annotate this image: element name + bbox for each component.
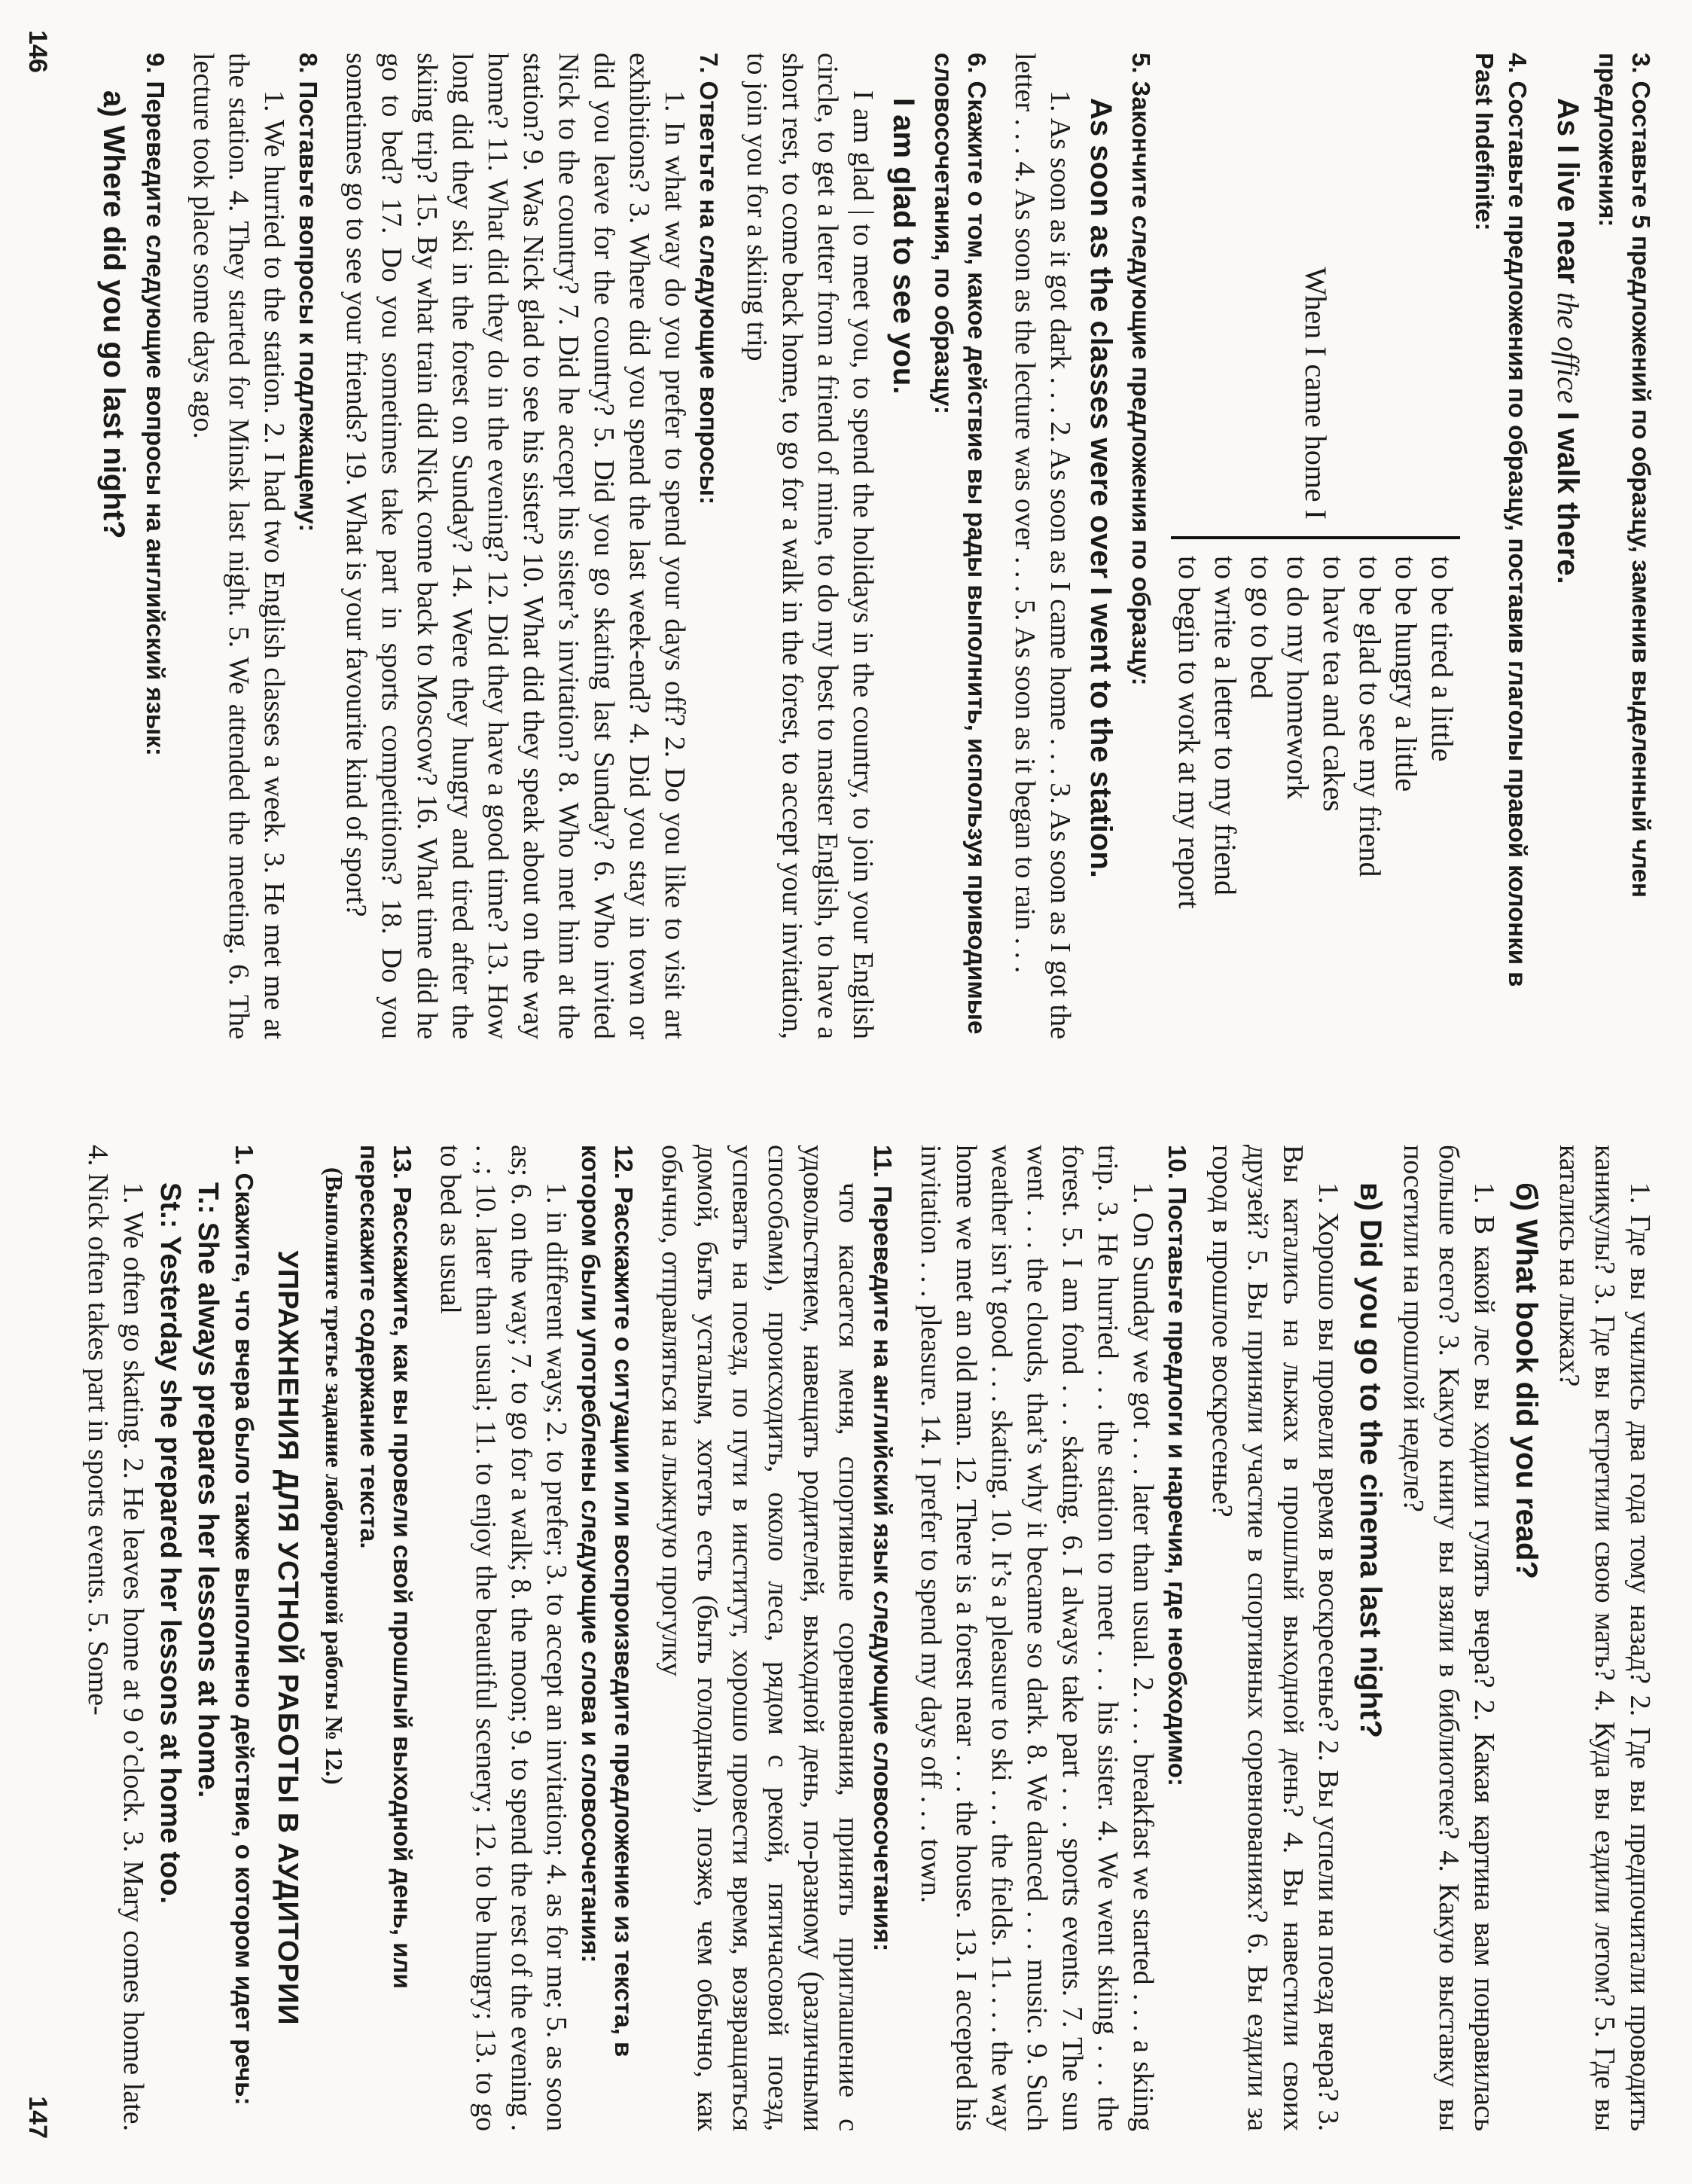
exercise-13: 13.Расскажите, как вы провели свой прошлый выходной день, или перескажите содержание текста. (Выполните третье задание лабораторной работы № 12.) [320,1145,419,2131]
exercise-3 [1547,53,1657,1039]
exercise-body: 1. in different ways; 2. to prefer; 3. to accept an invitation; 4. as for me; 5. as soon as; 6. on the way; 7. to go for a walk; 8. the moon; 9. to spend the rest of the evening . . .; 10. later than usual; 11. to enjoy the beautiful scenery; 12. to be hungry; 13. to go to bed as usual [434,1145,572,2131]
exercise-10: 10.Поставьте предлоги и наречия, где необходимо: 1. On Sunday we got . . . later than usual. 2. . . . breakfast we started . . . a skiing trip. 3. He hurried . . . the station to meet . . . his sister. 4. We went skiing . . . the forest. 5. I am fond . . . skating. 6. I always take part . . . sports events. 7. The sun went . . . the clouds, that’s why it became so dark. 8. We danced . . . music. 9. Such weather isn’t good . . . skating. 10. It’s a pleasure to ski . . . the fields. 11. . . . the way home we met an old man. 12. There is a forest near . . . the house. 13. I accepted his invitation . . . pleasure. 14. I prefer to spend my days off . . . town. [913,1145,1194,2131]
section-title: УПРАЖНЕНИЯ ДЛЯ УСТНОЙ РАБОТЫ В АУДИТОРИИ [272,1250,303,2026]
exercise-1: 1.Скажите, что вчера было также выполнено действие, о котором идет речь: Т.: She always prepares her lessons at home. St.: Yesterday she prepared her lessons at home too. 1. We often go skating. 2. He leaves home at 9 o’clock. 3. Mary comes home late. 4. Nick often takes part in sports events. 5. Some- [80,1145,261,2131]
exercise-8: 8.Поставьте вопросы к подлежащему: 1. We hurried to the station. 2. I had two English classes a week. 3. He met me at the station. 4. They started for Minsk last night. 5. We attended the meeting. 6. The lecture took place some days ago. [185,53,325,1039]
table-row: to write a letter to my friend [1209,556,1242,895]
exercise-9: 9.Переведите следующие вопросы на английский язык: а) Where did you go last night? [93,53,172,1039]
table-right-column [1171,536,1460,909]
table-row: to be tired a little [1425,556,1459,762]
subheading-a: а) Where did you go last night? [97,90,130,539]
exercise-11: 11.Переведите на английский язык следующие словосочетания: что касается меня, спортивные соревнования, принять приглашение с удовольствием, навещать родителей, выходной день, по-разному (различными способами), происходить, около леса, рядом с рекой, пятичасовой поезд, успевать на поезд, по пути в институт, хорошо провести время, возвращаться домой, быть усталым, хотеть есть (быть голодным), позже, чем обычно, как обычно, отправляться на лыжную прогулку [654,1145,899,2131]
table-row: to be hungry a little [1389,556,1423,792]
exercise-body: I am glad | to meet you, to spend the holidays in the country, to join your English circle, to get a letter from a friend of mine, to do my best to master English, to have a short rest, to come back home, to go for a walk in the forest, to accept your invitation, to join you for a skiing trip [741,53,879,1039]
page-number: 147 [23,2096,52,2139]
exercise-body: 1. In what way do you prefer to spend your days off? 2. Do you like to visit art exhibitions? 3. Where did you spend the last week-end? 4. Did you stay in town or did you leave for the country? 5. Did you go skating last Sunday? 6. Who invited Nick to the country? 7. Did he accept his sister’s invitation? 8. Who met him at the station? 9. Was Nick glad to see his sister? 10. What did they speak about on the way home? 11. What did they do in the evening? 12. Did they have a good time? 13. How long did they ski in the forest on Sunday? 14. Were they hungry and tired after the skiing trip? 15. By what train did Nick come back to Moscow? 16. What time did he go to bed? 17. Do you sometimes take part in sports competitions? 18. Do you sometimes go to see your friends? 19. What is your favourite kind of sport? [340,53,691,1039]
teacher-line: Т.: She always prepares her lessons at home. [192,1182,224,1798]
table-left-column: When I came home I [1299,267,1333,520]
exercise-9-b-body: 1. В какой лес вы ходили гулять вчера? 2. Какая картина вам понравилась больше всего? 3. Какую книгу вы взяли в библиотеке? 4. Какую выставку вы посетили на прошлой неделе? [1398,1145,1500,2131]
exercise-6: 6.Скажите о том, какое действие вы рады выполнить, используя приводимые словосочетания, по образцу: I am glad to see you. I am glad | to meet you, to spend the holidays in the country, to join your English circle, to get a letter from a friend of mine, to do my best to master English, to have a short rest, to come back home, to go for a walk in the forest, to accept your invitation, to join you for a skiing trip [739,53,993,1039]
exercise-task: Составьте 5 предложений по образцу, заменив выделенный член предложения: [1594,53,1655,898]
highlighted-member: the office [1551,291,1585,404]
exercise-body: 1. On Sunday we got . . . later than usual. 2. . . . breakfast we started . . . a skiing trip. 3. He hurried . . . the station to meet . . . his sister. 4. We went skiing . . . the forest. 5. I am fond . . . skating. 6. I always take part . . . sports events. 7. The sun went . . . the clouds, that’s why it became so dark. 8. We danced . . . music. 9. Such weather isn’t good . . . skating. 10. It’s a pleasure to ski . . . the fields. 11. . . . the way home we met an old man. 12. There is a forest near . . . the house. 13. I accepted his invitation . . . pleasure. 14. I prefer to spend my days off . . . town. [915,1145,1159,2131]
exercise-9-a-body: 1. Где вы учились два года тому назад? 2. Где вы предпочитали проводить каникулы? 3. Где вы встретили свою мать? 4. Куда вы ездили летом? 5. Где вы катались на лыжах? [1553,1145,1656,2131]
table-row: to do my homework [1281,556,1315,800]
table-row: to be glad to see my friend [1353,556,1387,877]
exercise-7: 7.Ответьте на следующие вопросы: 1. In what way do you prefer to spend your days off? 2. Do you like to visit art exhibitions? 3. Where did you spend the last week-end? 4. Did you stay in town or did you leave for the country? 5. Did you go skating last Sunday? 6. Who invited Nick to the country? 7. Did he accept his sister’s invitation? 8. Who met him at the station? 9. Was Nick glad to see his sister? 10. What did they speak about on the way home? 11. What did they do in the evening? 12. Did they have a good time? 13. How long did they ski in the forest on Sunday? 14. Were they hungry and tired after the skiing trip? 15. By what train did Nick come back to Moscow? 16. What time did he go to bed? 17. Do you sometimes take part in sports competitions? 18. Do you sometimes go to see your friends? 19. What is your favourite kind of sport? [338,53,725,1039]
page-147 [0,1092,1692,2184]
exercise-body: 1. We often go skating. 2. He leaves home at 9 o’clock. 3. Mary comes home late. 4. Nick often takes part in sports events. 5. Some- [82,1145,149,2131]
lab-note: (Выполните третье задание лабораторной работы № 12.) [321,1167,348,1785]
exercise-5: 5.Закончите следующие предложения по образцу: As soon as the classes were over I went to the station. 1. As soon as it got dark . . . 2. As soon as I came home . . . 3. As soon as I got the letter . . . 4. As soon as the lecture was over . . . 5. As soon as it began to rain . . . [1007,53,1157,1039]
model-sentence: I am glad to see you. [887,98,920,395]
table-row: to have tea and cakes [1317,556,1351,812]
subheading-c: в) Did you go to the cinema last night? [1354,1182,1387,1738]
table-row: to begin to work at my report [1172,556,1206,909]
subheading-b: б) What book did you read? [1510,1182,1543,1579]
exercise-9-c-body: 1. Хорошо вы провели время в воскресенье? 2. Вы успели на поезд вчера? 3. Вы катались на лыжах в прошлый выходной день? 4. Вы навестили своих друзей? 5. Вы приняли участие в спортивных соревнованиях? 6. Вы ездили за город в прошлое воскресенье? [1206,1145,1344,2131]
exercise-body: что касается меня, спортивные соревнования, принять приглашение с удовольствием, навещать родителей, выходной день, по-разному (различными способами), происходить, около леса, рядом с рекой, пятичасовой поезд, успевать на поезд, по пути в институт, хорошо провести время, возвращаться домой, быть усталым, хотеть есть (быть голодным), позже, чем обычно, как обычно, отправляться на лыжную прогулку [656,1145,864,2131]
exercise-12: 12.Расскажите о ситуации или воспроизведите предложение из текста, в котором были употреблены следующие слова и словосочетания: 1. in different ways; 2. to prefer; 3. to accept an invitation; 4. as for me; 5. as soon as; 6. on the way; 7. to go for a walk; 8. the moon; 9. to spend the rest of the evening . . .; 10. later than usual; 11. to enjoy the beautiful scenery; 12. to be hungry; 13. to go to bed as usual [432,1145,640,2131]
substitution-table [1171,203,1460,1039]
exercise-4: 4.Составьте предложения по образцу, поставив глаголы правой колонки в Past Indefinite: When I came home I to be tired a little to be hungry a little to be glad to see my friend to have tea and cakes to do my homework to go to bed to write a letter to my friend to begin to work at my report [1171,53,1534,1039]
exercise-body: 1. We hurried to the station. 2. I had two English classes a week. 3. He met me at the station. 4. They started for Minsk last night. 5. We attended the meeting. 6. The lecture took place some days ago. [187,53,290,1039]
model-sentence: As soon as the classes were over I went to the station. [1084,98,1117,878]
page-number: 146 [23,30,52,73]
table-row: to go to bed [1245,556,1279,699]
exercise-body: 1. As soon as it got dark . . . 2. As soon as I came home . . . 3. As soon as I got the letter . . . 4. As soon as the lecture was over . . . 5. As soon as it began to rain . . . [1009,53,1076,1039]
student-line: St.: Yesterday she prepared her lessons at home too. [154,1182,186,1905]
model-sentence: As I live near the office I walk there. [1551,98,1585,584]
exercise-number: 3. [1627,53,1655,74]
